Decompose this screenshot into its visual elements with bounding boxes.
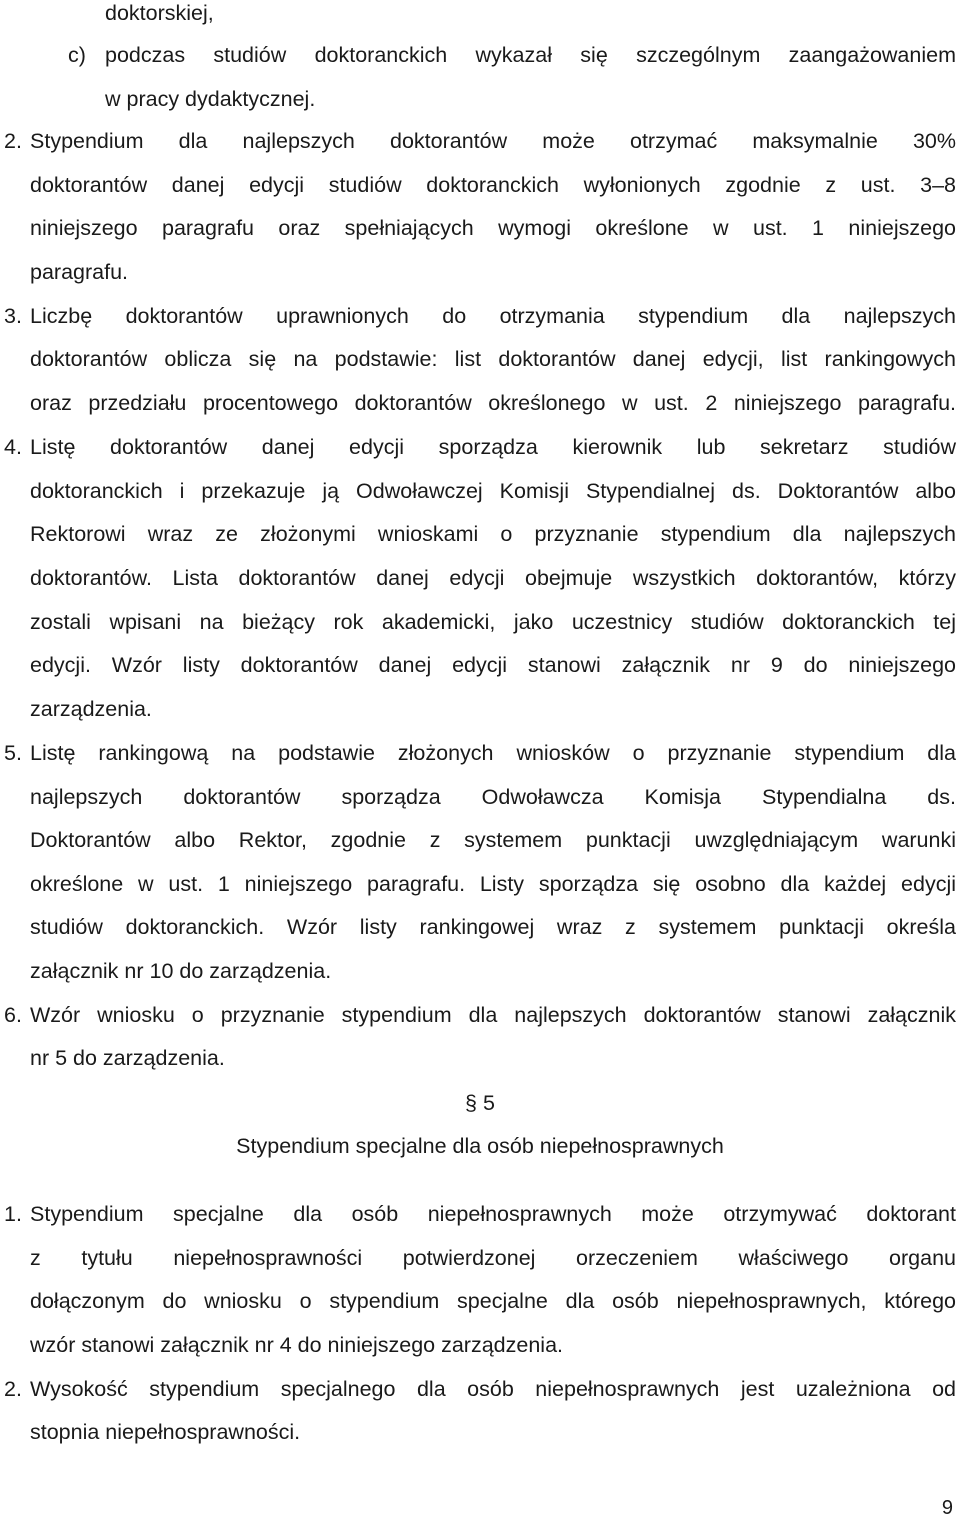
text-line: Stypendium specjalne dla osób niepełnosprawnych może otrzymywać doktorant [30,1202,956,1226]
text-line: najlepszych doktorantów sporządza Odwoławcza Komisja Stypendialna ds. [30,785,956,809]
text-line: niniejszego paragrafu oraz spełniających wymogi określone w ust. 1 niniejszego [30,216,956,240]
text-line: zostali wpisani na bieżący rok akademicki, jako uczestnicy studiów doktoranckich tej [30,610,956,634]
text-line: określone w ust. 1 niniejszego paragrafu. Listy sporządza się osobno dla każdej edycji [30,872,956,896]
text-line: Listę rankingową na podstawie złożonych wniosków o przyznanie stypendium dla [30,741,956,765]
text-line: w pracy dydaktycznej. [105,87,316,111]
list-marker: 2. [4,1377,22,1401]
text-line: studiów doktoranckich. Wzór listy rankingowej wraz z systemem punktacji określa [30,915,956,939]
list-marker: 3. [4,304,22,328]
text-line: Doktorantów albo Rektor, zgodnie z systemem punktacji uwzględniającym warunki [30,828,956,852]
text-line: załącznik nr 10 do zarządzenia. [30,959,332,983]
text-line: doktorantów. Lista doktorantów danej edycji obejmuje wszystkich doktorantów, którzy [30,566,956,590]
text-line: Listę doktorantów danej edycji sporządza kierownik lub sekretarz studiów [30,435,956,459]
text-line: Rektorowi wraz ze złożonymi wnioskami o przyznanie stypendium dla najlepszych [30,522,956,546]
page-number: 9 [941,1497,953,1519]
text-line: Wysokość stypendium specjalnego dla osób niepełnosprawnych jest uzależniona od [30,1377,956,1401]
section-title: Stypendium specjalne dla osób niepełnosprawnych [236,1134,724,1158]
list-marker: 4. [4,435,22,459]
text-line: doktorantów oblicza się na podstawie: list doktorantów danej edycji, list rankingowych [30,347,956,371]
list-marker: 6. [4,1003,22,1027]
text-line: doktoranckich i przekazuje ją Odwoławczej Komisji Stypendialnej ds. Doktorantów albo [30,479,956,503]
text-line: doktorskiej, [105,1,214,25]
text-line: Stypendium dla najlepszych doktorantów może otrzymać maksymalnie 30% [30,129,956,153]
list-marker: 2. [4,129,22,153]
text-line: oraz przedziału procentowego doktorantów określonego w ust. 2 niniejszego paragrafu. [30,391,956,415]
text-line: z tytułu niepełnosprawności potwierdzonej orzeczeniem właściwego organu [30,1246,956,1270]
text-line: edycji. Wzór listy doktorantów danej edycji stanowi załącznik nr 9 do niniejszego [30,653,956,677]
text-line: wzór stanowi załącznik nr 4 do niniejszego zarządzenia. [30,1333,563,1357]
text-line: zarządzenia. [30,697,152,721]
list-marker: 5. [4,741,22,765]
text-line: stopnia niepełnosprawności. [30,1420,301,1444]
text-line: dołączonym do wniosku o stypendium specjalne dla osób niepełnosprawnych, którego [30,1289,956,1313]
text-line: podczas studiów doktoranckich wykazał się szczególnym zaangażowaniem [105,43,956,67]
list-marker: c) [68,43,86,67]
list-marker: 1. [4,1202,22,1226]
section-heading: § 5 [465,1091,495,1115]
text-line: nr 5 do zarządzenia. [30,1046,225,1070]
text-line: doktorantów danej edycji studiów doktoranckich wyłonionych zgodnie z ust. 3–8 [30,173,956,197]
text-line: paragrafu. [30,260,129,284]
text-line: Wzór wniosku o przyznanie stypendium dla najlepszych doktorantów stanowi załącznik [30,1003,956,1027]
text-line: Liczbę doktorantów uprawnionych do otrzymania stypendium dla najlepszych [30,304,956,328]
